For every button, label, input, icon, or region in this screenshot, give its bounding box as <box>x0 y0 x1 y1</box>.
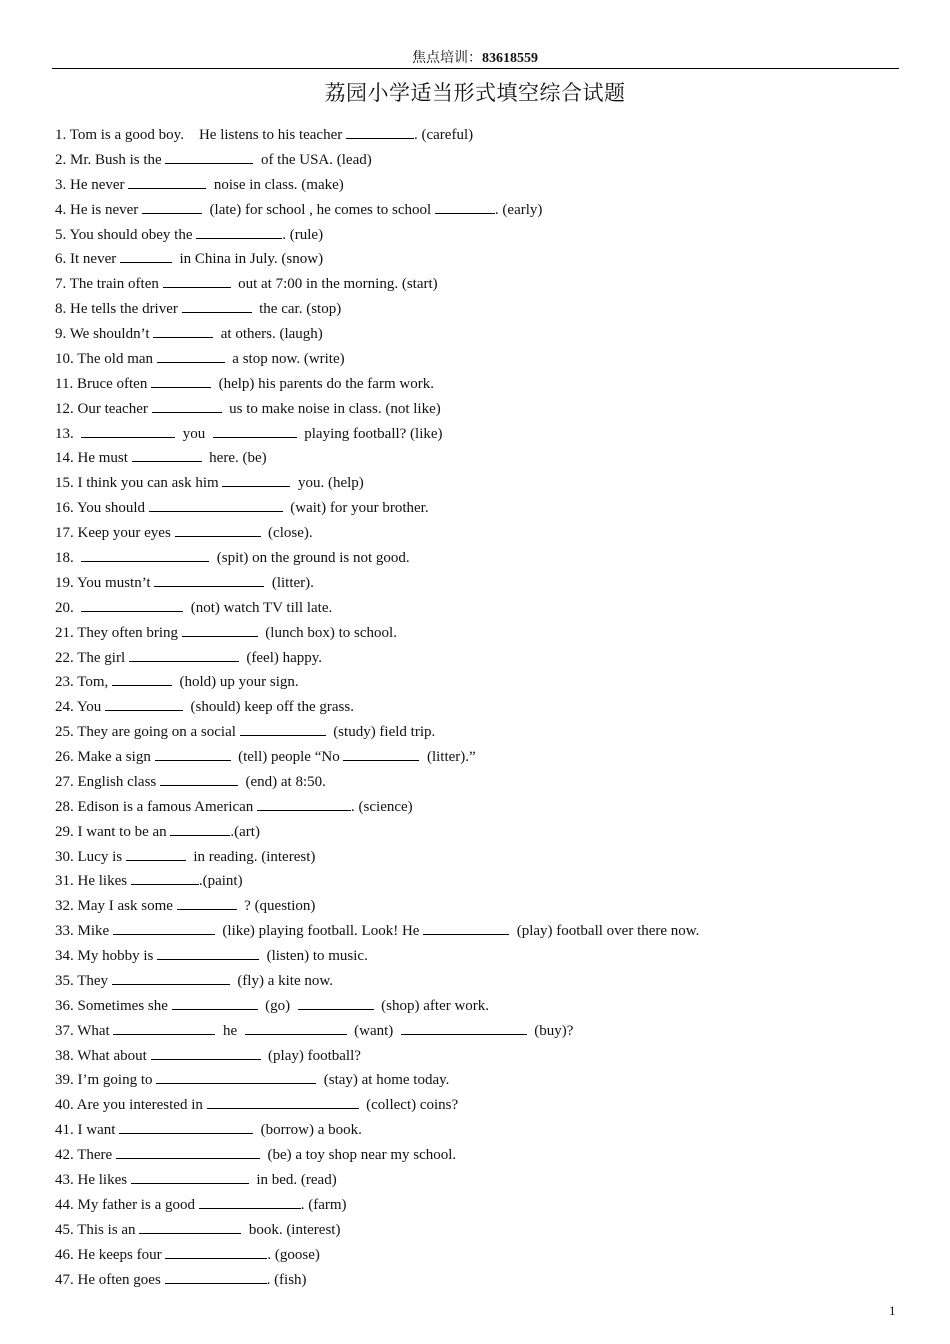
question-text: 14. He must <box>55 450 132 467</box>
question-text: ? (question) <box>236 898 316 915</box>
answer-blank[interactable] <box>152 399 222 413</box>
question-text: (end) at 8:50. <box>238 773 326 790</box>
answer-blank[interactable] <box>129 648 239 662</box>
question-text: 40. Are you interested in <box>55 1097 207 1114</box>
question-text: 18. <box>55 550 82 566</box>
question-line <box>55 274 438 293</box>
answer-blank[interactable] <box>132 448 202 462</box>
answer-blank[interactable] <box>196 225 282 239</box>
question-text: he <box>215 1022 245 1039</box>
question-line <box>55 225 323 244</box>
answer-blank[interactable] <box>165 1270 267 1284</box>
answer-blank[interactable] <box>105 697 183 711</box>
question-text: 30. Lucy is <box>55 848 126 865</box>
question-text: noise in class. (make) <box>206 176 344 193</box>
question-text: (lunch box) to school. <box>257 624 397 641</box>
question-text: (stay) at home today. <box>316 1072 450 1089</box>
answer-blank[interactable] <box>157 349 225 363</box>
answer-blank[interactable] <box>165 1245 267 1259</box>
answer-blank[interactable] <box>113 1021 215 1035</box>
question-text: 9. We shouldn’t <box>55 326 154 342</box>
question-line <box>55 1270 307 1289</box>
question-text: at others. (laugh) <box>213 326 323 342</box>
question-line <box>55 648 322 667</box>
question-text: 15. I think you can ask him <box>55 475 223 492</box>
question-text: 4. He is never <box>55 201 143 218</box>
answer-blank[interactable] <box>160 772 238 786</box>
question-line <box>55 424 443 443</box>
question-text: (late) for school , he comes to school <box>202 201 435 218</box>
answer-blank[interactable] <box>240 722 326 736</box>
question-text: here. (be) <box>201 450 267 467</box>
question-line <box>55 1070 449 1089</box>
question-line <box>55 349 345 368</box>
question-line <box>55 249 323 268</box>
question-line <box>55 448 267 467</box>
question-text: 2. Mr. Bush is the <box>55 151 166 168</box>
answer-blank[interactable] <box>155 747 231 761</box>
question-line <box>55 797 413 816</box>
question-text: (collect) coins? <box>358 1097 459 1114</box>
question-text: (litter).” <box>419 749 476 765</box>
question-text: (buy)? <box>526 1022 574 1039</box>
question-text: 33. Mike <box>55 923 113 940</box>
question-line <box>55 697 354 716</box>
question-text: 10. The old man <box>55 350 157 367</box>
answer-blank[interactable] <box>175 523 261 537</box>
answer-blank[interactable] <box>435 200 495 214</box>
question-text: 38. What about <box>55 1047 151 1064</box>
question-text: (be) a toy shop near my school. <box>259 1147 457 1164</box>
question-text: 12. Our teacher <box>55 400 152 417</box>
question-line <box>55 473 364 492</box>
question-line <box>55 399 441 418</box>
question-line <box>55 772 326 791</box>
question-text: 24. You <box>55 699 106 716</box>
answer-blank[interactable] <box>182 299 252 313</box>
question-text: (feel) happy. <box>238 649 323 666</box>
question-text: (like) playing football. Look! He <box>214 923 424 940</box>
question-text: in reading. (interest) <box>185 848 316 865</box>
question-line <box>55 324 323 343</box>
page-number: 1 <box>889 1303 896 1318</box>
question-text: 22. The girl <box>55 649 129 666</box>
question-text: 16. You should <box>55 500 149 517</box>
question-text: (help) his parents do the farm work. <box>211 375 434 392</box>
question-line <box>55 722 435 741</box>
question-text: . (early) <box>494 201 543 218</box>
question-line <box>55 374 434 393</box>
answer-blank[interactable] <box>177 896 237 910</box>
question-text: 20. <box>55 599 82 616</box>
answer-blank[interactable] <box>120 249 172 263</box>
question-line <box>55 299 341 318</box>
question-text: you <box>175 425 213 442</box>
answer-blank[interactable] <box>116 1145 260 1159</box>
question-text: (close). <box>260 525 313 542</box>
question-text: of the USA. (lead) <box>253 151 372 168</box>
question-text: 23. Tom, <box>55 674 113 691</box>
answer-blank[interactable] <box>81 598 183 612</box>
question-text: (litter). <box>264 574 314 591</box>
answer-blank[interactable] <box>165 150 253 164</box>
question-text: 19. You mustn’t <box>55 574 155 591</box>
question-text: 46. He keeps four <box>55 1246 166 1263</box>
answer-blank[interactable] <box>139 1220 241 1234</box>
question-text: 39. I’m going to <box>55 1072 157 1089</box>
question-text: 25. They are going on a social <box>55 724 240 741</box>
question-line <box>55 1145 456 1164</box>
question-text: in bed. (read) <box>248 1172 337 1188</box>
header-rule <box>52 68 899 69</box>
answer-blank[interactable] <box>222 473 290 487</box>
question-line <box>55 573 314 592</box>
question-text: 7. The train often <box>55 276 163 293</box>
page-title: 荔园小学适当形式填空综合试题 <box>324 81 626 105</box>
question-line <box>55 150 372 169</box>
question-line <box>55 1220 340 1239</box>
question-line <box>55 896 315 915</box>
question-text: 17. Keep your eyes <box>55 525 175 542</box>
question-text: (tell) people “No <box>230 749 344 765</box>
question-text: 34. My hobby is <box>55 948 158 964</box>
question-text: 21. They often bring <box>55 624 182 641</box>
question-text: (fly) a kite now. <box>229 972 333 989</box>
answer-blank[interactable] <box>156 1070 316 1084</box>
question-text: (wait) for your brother. <box>282 500 429 517</box>
answer-blank[interactable] <box>151 1046 261 1060</box>
question-text: 5. You should obey the <box>55 226 197 243</box>
header-phone: 83618559 <box>482 51 538 66</box>
answer-blank[interactable] <box>163 274 231 288</box>
question-line <box>55 822 260 841</box>
question-text: in China in July. (snow) <box>171 251 324 268</box>
answer-blank[interactable] <box>213 424 297 438</box>
question-line <box>55 1195 347 1214</box>
answer-blank[interactable] <box>81 548 209 562</box>
answer-blank[interactable] <box>113 921 215 935</box>
question-text: 3. He never <box>55 176 129 193</box>
question-text: . (rule) <box>282 226 324 243</box>
answer-blank[interactable] <box>112 672 172 686</box>
question-line <box>55 871 243 890</box>
question-line <box>55 847 315 866</box>
question-text: . (careful) <box>414 127 474 143</box>
question-text: 32. May I ask some <box>55 898 177 915</box>
answer-blank[interactable] <box>298 996 374 1010</box>
question-text: . (science) <box>351 798 413 815</box>
question-line <box>55 1170 337 1189</box>
question-text: (want) <box>346 1022 401 1039</box>
question-line <box>55 548 410 567</box>
question-text: 6. It never <box>55 251 120 268</box>
question-text: book. (interest) <box>241 1221 341 1238</box>
question-line <box>55 747 476 766</box>
question-text: (not) watch TV till late. <box>183 599 333 616</box>
question-line <box>55 996 489 1015</box>
question-text: out at 7:00 in the morning. (start) <box>230 276 438 293</box>
question-line <box>55 672 299 691</box>
question-line <box>55 1245 320 1264</box>
answer-blank[interactable] <box>182 623 258 637</box>
question-text: 44. My father is a good <box>55 1196 199 1213</box>
answer-blank[interactable] <box>199 1195 301 1209</box>
question-line <box>55 498 429 517</box>
question-line <box>55 1046 361 1065</box>
question-line <box>55 623 397 642</box>
answer-blank[interactable] <box>131 871 199 885</box>
answer-blank[interactable] <box>401 1021 527 1035</box>
question-text: (go) <box>257 997 298 1014</box>
question-text: (listen) to music. <box>259 948 368 964</box>
question-text: 1. Tom is a good boy. He listens to his teacher <box>55 127 346 143</box>
question-text: (study) field trip. <box>325 724 436 741</box>
question-line <box>55 1095 458 1114</box>
question-text: 11. Bruce often <box>55 375 152 392</box>
answer-blank[interactable] <box>149 498 283 512</box>
question-text: (should) keep off the grass. <box>183 699 354 716</box>
question-line <box>55 125 473 144</box>
question-text: . (farm) <box>300 1196 347 1213</box>
question-text: 43. He likes <box>55 1172 131 1188</box>
question-line <box>55 1021 573 1040</box>
question-text: us to make noise in class. (not like) <box>221 400 441 417</box>
answer-blank[interactable] <box>126 847 186 861</box>
page-header <box>0 47 950 67</box>
question-text: (spit) on the ground is not good. <box>209 550 410 566</box>
question-text: . (fish) <box>266 1271 307 1288</box>
question-text: 27. English class <box>55 773 160 790</box>
question-line <box>55 971 333 990</box>
answer-blank[interactable] <box>207 1095 359 1109</box>
answer-blank[interactable] <box>157 946 259 960</box>
question-line <box>55 946 368 965</box>
answer-blank[interactable] <box>153 324 213 338</box>
question-line <box>55 175 344 194</box>
answer-blank[interactable] <box>343 747 419 761</box>
question-text: 37. What <box>55 1022 114 1039</box>
question-text: the car. (stop) <box>251 301 342 318</box>
question-text: playing football? (like) <box>296 425 443 442</box>
answer-blank[interactable] <box>346 125 414 139</box>
question-text: 47. He often goes <box>55 1271 165 1288</box>
answer-blank[interactable] <box>119 1120 253 1134</box>
answer-blank[interactable] <box>81 424 175 438</box>
question-line <box>55 921 699 940</box>
question-text: .(paint) <box>198 873 243 890</box>
question-text: 13. <box>55 425 82 442</box>
question-text: (borrow) a book. <box>253 1122 362 1139</box>
question-line <box>55 1120 362 1139</box>
question-line <box>55 598 332 617</box>
answer-blank[interactable] <box>131 1170 249 1184</box>
question-text: 36. Sometimes she <box>55 997 172 1014</box>
answer-blank[interactable] <box>151 374 211 388</box>
answer-blank[interactable] <box>423 921 509 935</box>
answer-blank[interactable] <box>257 797 351 811</box>
question-text: 41. I want <box>55 1122 120 1139</box>
question-line <box>55 200 542 219</box>
answer-blank[interactable] <box>170 822 230 836</box>
question-text: (shop) after work. <box>373 997 490 1014</box>
question-text: a stop now. (write) <box>224 350 345 367</box>
answer-blank[interactable] <box>142 200 202 214</box>
question-text: 8. He tells the driver <box>55 301 182 318</box>
answer-blank[interactable] <box>128 175 206 189</box>
question-text: 29. I want to be an <box>55 823 171 840</box>
question-text: 31. He likes <box>55 873 131 890</box>
question-text: .(art) <box>230 823 260 840</box>
answer-blank[interactable] <box>245 1021 347 1035</box>
header-label: 焦点培训： <box>412 51 482 66</box>
question-text: (hold) up your sign. <box>172 674 299 691</box>
question-text: you. (help) <box>290 475 364 492</box>
question-text: 42. There <box>55 1147 116 1164</box>
question-text: (play) football over there now. <box>509 923 700 940</box>
answer-blank[interactable] <box>172 996 258 1010</box>
question-text: 28. Edison is a famous American <box>55 798 258 815</box>
question-text: . (goose) <box>267 1246 320 1263</box>
question-line <box>55 523 313 542</box>
answer-blank[interactable] <box>112 971 230 985</box>
answer-blank[interactable] <box>154 573 264 587</box>
question-text: 26. Make a sign <box>55 749 155 765</box>
question-text: 45. This is an <box>55 1221 140 1238</box>
question-text: 35. They <box>55 972 112 989</box>
question-text: (play) football? <box>260 1047 361 1064</box>
